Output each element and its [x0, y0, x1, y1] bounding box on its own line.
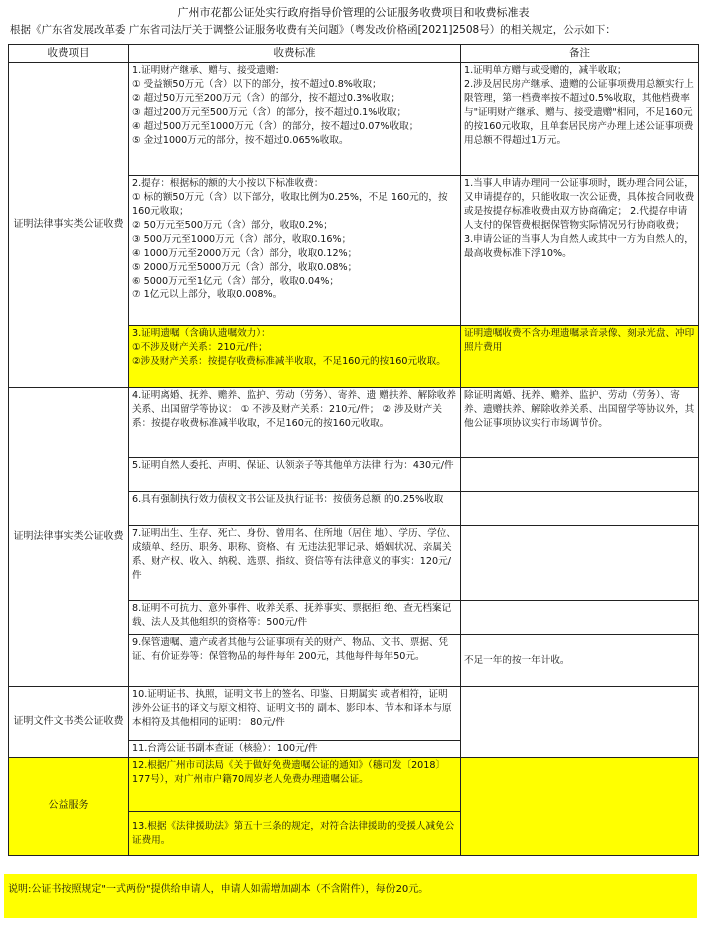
standard-cell [129, 176, 461, 326]
standard-cell: 7.证明出生、生存、死亡、身份、曾用名、住所地（居住 地）、学历、学位、成绩单、经历、职务、职称、资格、有 无违法犯罪记录、婚姻状况、亲属关系、财产权、收入、纳税、选票、指纹、资信等有法律意义的事实：120元/件 [129, 526, 461, 601]
table-row [9, 687, 699, 741]
standard-line: ① 受益额50万元（含）以下的部分，按不超过0.8%收取； [132, 79, 382, 91]
header-category: 收费项目 [9, 45, 129, 63]
table-row [9, 63, 699, 176]
fee-table [8, 44, 699, 856]
standard-line: ④ 1000万元至2000万元（含）部分，收取0.12%； [132, 247, 358, 259]
table-header-row [9, 45, 699, 63]
footer-note: 说明:公证书按照规定"一式两份"提供给申请人，申请人如需增加副本（不含附件），每份20元。 [4, 874, 697, 918]
standard-cell: 12.根据广州市司法局《关于做好免费遗嘱公证的通知》（穗司发〔2018〕177号），对广州市户籍70周岁老人免费办理遗嘱公证。 [129, 758, 461, 812]
category-cell: 证明法律事实类公证收费 [9, 63, 129, 388]
category-cell: 证明文件文书类公证收费 [9, 687, 129, 758]
header-standard: 收费标准 [129, 45, 461, 63]
note-cell: 证明遗嘱收费不含办理遗嘱录音录像、刻录光盘、冲印照片费用 [461, 326, 699, 388]
standard-cell: 13.根据《法律援助法》第五十三条的规定，对符合法律援助的受援人减免公证费用。 [129, 812, 461, 856]
table-row [9, 758, 699, 812]
standard-line: ① 标的额50万元（含）以下部分，收取比例为0.25%，不足 160元的，按160元收取； [132, 192, 448, 218]
standard-cell [129, 326, 461, 388]
note-line: 1.证明单方赠与或受赠的，减半收取； [464, 65, 627, 77]
standard-cell [129, 63, 461, 176]
standard-cell: 8.证明不可抗力、意外事件、收养关系、抚养事实、票据拒 绝、查无档案记载、法人及其他组织的资格等：500元/件 [129, 601, 461, 635]
table-row [9, 388, 699, 458]
standard-line: 2.提存：根据标的额的大小按以下标准收费： [132, 178, 324, 190]
note-line: 3.申请公证的当事人为自然人或其中一方为自然人的，最高收费标准下浮10%。 [464, 233, 694, 259]
note-cell [461, 758, 699, 856]
intro-text: 根据《广东省发展改革委 广东省司法厅关于调整公证服务收费有关问题》（粤发改价格函[2021]2508号）的相关规定，公示如下： [10, 24, 616, 36]
category-cell: 证明法律事实类公证收费 [9, 388, 129, 687]
standard-cell: 4.证明离婚、抚养、赡养、监护、劳动（劳务）、寄养、遗 赠扶养、解除收养关系、出国留学等协议： ① 不涉及财产关系：210元/件； ② 涉及财产关系：按提存收费标准减半收取，不足160元的按160元收取。 [129, 388, 461, 458]
note-cell [461, 687, 699, 758]
standard-line: ⑤ 2000万元至5000万元（含）部分，收取0.08%； [132, 261, 358, 273]
note-cell [461, 492, 699, 526]
standard-cell: 5.证明自然人委托、声明、保证、认领亲子等其他单方法律 行为：430元/件 [129, 458, 461, 492]
standard-line: ② 50万元至500万元（含）部分，收取0.2%； [132, 219, 333, 231]
note-cell [461, 63, 699, 176]
standard-line: ④ 超过500万元至1000万元（含）的部分，按不超过0.07%收取； [132, 120, 419, 132]
note-cell: 除证明离婚、抚养、赡养、监护、劳动（劳务）、寄养、遗赠扶养、解除收养关系、出国留学等协议外，其他公证事项协议实行市场调节价。 [461, 388, 699, 458]
note-cell: 不足一年的按一年计收。 [461, 635, 699, 687]
note-cell [461, 526, 699, 601]
note-cell [461, 176, 699, 326]
header-note: 备注 [461, 45, 699, 63]
standard-line: ② 超过50万元至200万元（含）的部分，按不超过0.3%收取； [132, 93, 401, 105]
page-title: 广州市花都公证处实行政府指导价管理的公证服务收费项目和收费标准表 [177, 6, 530, 19]
standard-line: 1.证明财产继承、赠与、接受遗赠: [132, 65, 279, 77]
standard-cell: 6.具有强制执行效力债权文书公证及执行证书：按债务总额 的0.25%收取 [129, 492, 461, 526]
standard-cell: 9.保管遗嘱、遗产或者其他与公证事项有关的财产、物品、文书、票据、凭证、有价证券等：保管物品的每件每年 200元，其他每件每年50元。 [129, 635, 461, 687]
note-line: 1.当事人申请办理同一公证事项时，既办理合同公证，又申请提存的，只能收取一次公证费，具体按合同收费或是按提存标准收费由双方协商确定； 2.代提存申请人支付的保管费根据保管物实际情况另行协商收费； [464, 178, 695, 231]
standard-line: ②涉及财产关系：按提存收费标准减半收取，不足160元的按160元收取。 [132, 356, 446, 368]
standard-line: 3.证明遗嘱（含确认遗嘱效力）： [132, 328, 271, 340]
standard-line: ③ 超过200万元至500万元（含）的部分，按不超过0.1%收取； [132, 106, 407, 118]
standard-line: ⑥ 5000万元至1亿元（含）部分，收取0.04%； [132, 275, 339, 287]
note-line: 2.涉及居民房产继承、遗赠的公证事项费用总额实行上限管理，第一档费率按不超过0.5%收取，其他档费率与"证明财产继承、赠与、接受遗赠"相同，不足160元的按160元收取，且单套居民房产办理上述公证事项费用总额不得超过1万元。 [464, 79, 694, 146]
standard-cell: 11.台湾公证书副本查证（核验）：100元/件 [129, 741, 461, 758]
standard-line: ⑤ 金过1000万元的部分，按不超过0.065%收取。 [132, 134, 349, 146]
note-cell [461, 458, 699, 492]
standard-cell: 10.证明证书、执照，证明文书上的签名、印鉴、日期属实 或者相符，证明涉外公证书的译文与原文相符、证明文书的 副本、影印本、节本和译本与原本相符及其他相同的证明： 80元/件 [129, 687, 461, 741]
standard-line: ③ 500万元至1000万元（含）部分，收取0.16%； [132, 233, 352, 245]
category-cell: 公益服务 [9, 758, 129, 856]
standard-line: ⑦ 1亿元以上部分，收取0.008%。 [132, 289, 283, 301]
standard-line: ①不涉及财产关系：210元/件； [132, 342, 268, 354]
note-cell [461, 601, 699, 635]
